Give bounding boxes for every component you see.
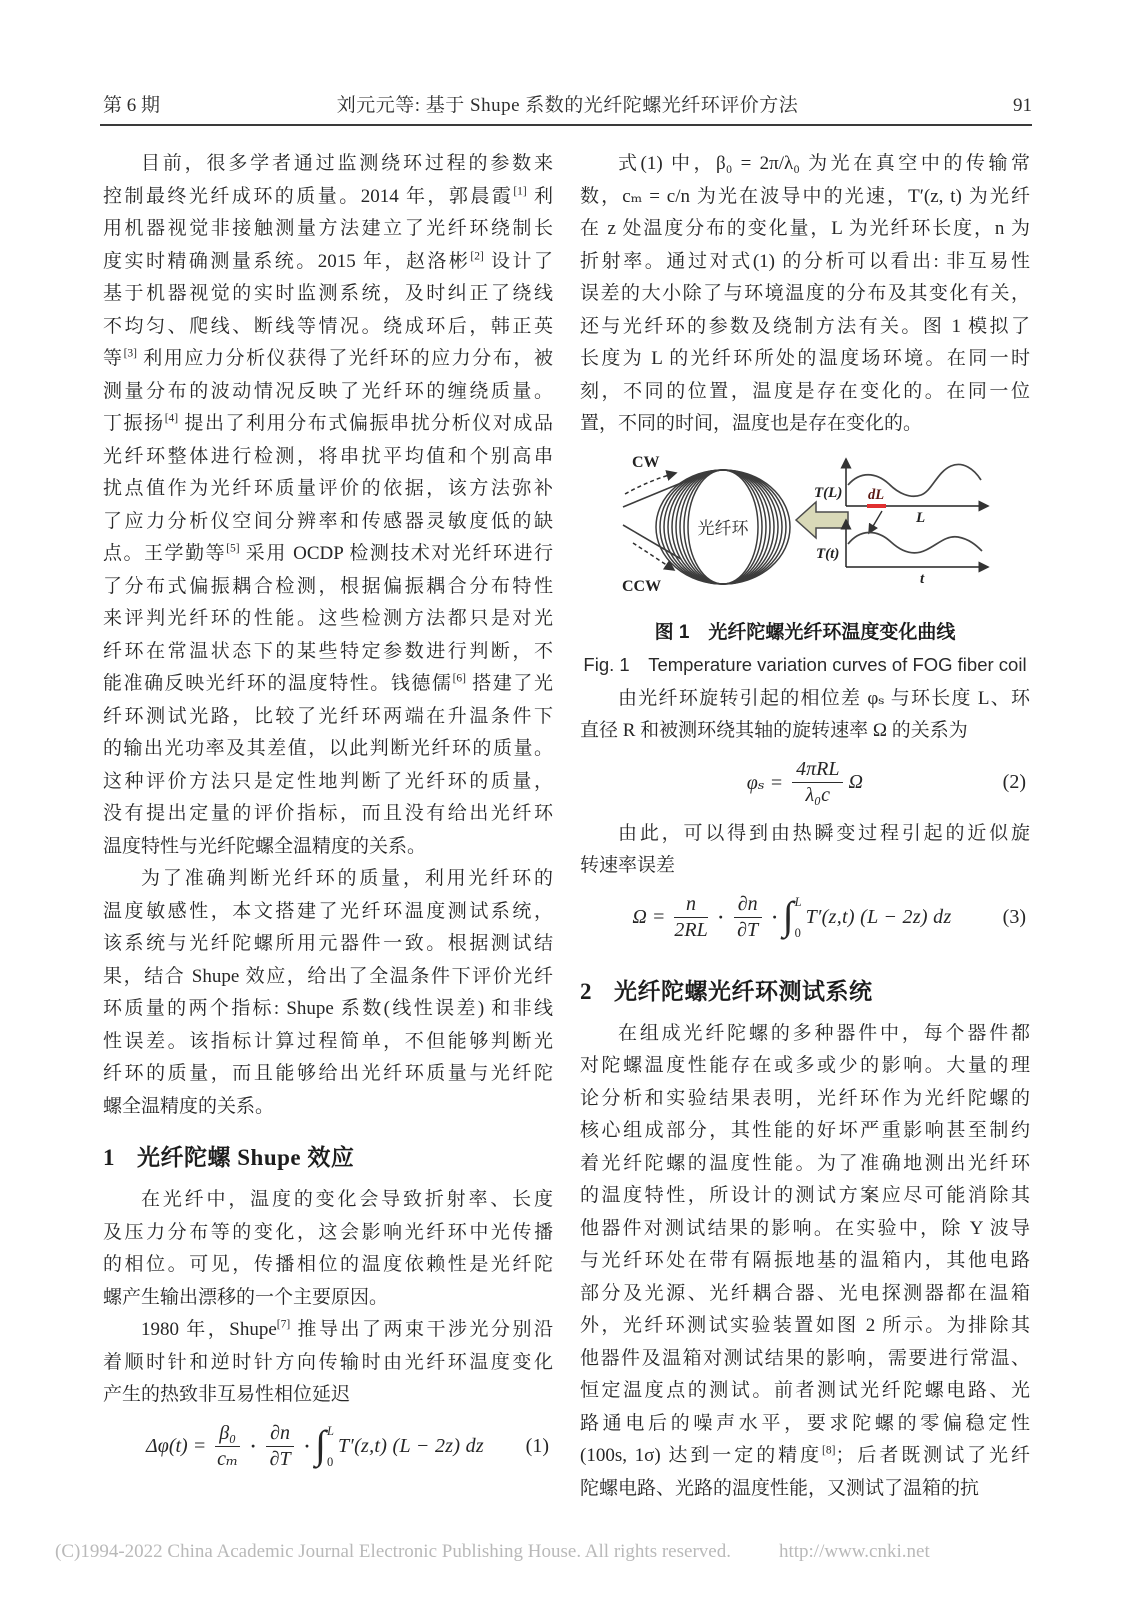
fraction: $\frac{\text{β₀}}{\text{cₘ}}$ [217, 1422, 239, 1470]
text-line: 长度为 L 的光纤环所处的温度场环境。在同一时 [580, 348, 1030, 369]
text-line: 了应力分析仪空间分辨率和传感器灵敏度低的缺 [103, 510, 553, 532]
cw-arrow [625, 473, 676, 494]
text-line: 目前，很多学者通过监测绕环过程的参数来 [141, 153, 553, 174]
ccw-label: CCW [622, 577, 662, 595]
text-line: 陀螺电路、光路的温度性能，又测试了温箱的抗 [580, 1477, 980, 1499]
integral-limits: L 0 [327, 1423, 334, 1469]
paragraph [580, 1018, 1030, 1506]
text-line: 外，光纤环测试实验装置如图 2 所示。为排除其 [580, 1315, 1030, 1336]
section-number: 1 [103, 1145, 115, 1170]
text-line: 能准确反映光纤环的温度特性。钱德儒[6] 搭建了光 [103, 672, 553, 694]
equation-body: T′(z,t) (L − 2z) dz [337, 1435, 484, 1457]
text-line: 没有提出定量的评价指标，而且没有给出光纤环 [103, 803, 553, 824]
coil-label: 光纤环 [697, 518, 749, 538]
text-line: 螺产生输出漂移的一个主要原因。 [103, 1286, 389, 1308]
equation-body: T′(z,t) (L − 2z) dz [805, 906, 952, 928]
text-line: 着光纤陀螺的温度性能。为了准确地测出光纤环 [580, 1152, 1030, 1174]
text-line: 论分析和实验结果表明，光纤环作为光纤陀螺的 [580, 1087, 1030, 1109]
section-number: 2 [580, 978, 592, 1004]
text-line: 纤环在常温状态下的某些特定参数进行判断，不 [103, 640, 553, 662]
text-line: 恒定温度点的测试。前者测试光纤陀螺电路、光 [580, 1380, 1030, 1401]
text-line: 在组成光纤陀螺的多种器件中，每个器件都 [618, 1022, 1030, 1044]
equation-number: (2) [1002, 771, 1026, 793]
running-title: 刘元元等: 基于 Shupe 系数的光纤陀螺光纤环评价方法 [336, 95, 799, 116]
paragraph [580, 148, 1030, 441]
text-line: 环质量的两个指标: Shupe 系数(线性误差) 和非线 [103, 998, 553, 1019]
text-line: 温度特性与光纤陀螺全温精度的关系。 [103, 835, 427, 857]
copyright-text: (C)1994-2022 China Academic Journal Electronic Publishing House. All rights reserved. [55, 1541, 731, 1562]
equation-1 [103, 1414, 553, 1480]
text-line: 度实时精确测量系统。2015 年，赵洛彬[2] 设计了 [103, 250, 553, 272]
page-number: 91 [1013, 95, 1032, 116]
equation-lhs: Ω = [632, 906, 666, 928]
text-line: 他器件及温箱对测试结果的影响，需要进行常温、 [580, 1347, 1030, 1369]
cw-label: CW [632, 453, 660, 471]
text-line: 为了准确判断光纤环的质量，利用光纤环的 [141, 868, 553, 889]
header-rule [100, 124, 1032, 126]
text-line: 螺全温精度的关系。 [103, 1095, 275, 1117]
block-arrow-left [796, 502, 848, 538]
text-line: 丁振扬[4] 提出了利用分布式偏振串扰分析仪对成品 [103, 412, 553, 434]
text-line: 折射率。通过对式(1) 的分析可以看出: 非互易性 [580, 250, 1030, 272]
text-line: 数，cₘ = c/n 为光在波导中的光速，T′(z, t) 为光纤 [580, 185, 1030, 207]
text-line: 这种评价方法只是定性地判断了光纤环的质量， [103, 770, 553, 792]
bottom-plot-x-label: t [920, 570, 925, 587]
top-plot-x-label: L [916, 509, 926, 526]
text-line: 与光纤环处在带有隔振地基的温箱内，其他电路 [580, 1250, 1030, 1271]
text-line: 该系统与光纤陀螺所用元器件一致。根据测试结 [103, 933, 553, 954]
text-line: 由光纤环旋转引起的相位差 φₛ 与环长度 L、环 [618, 687, 1030, 709]
paragraph [103, 148, 553, 863]
equation-number: (1) [525, 1435, 549, 1457]
equation-number: (3) [1002, 906, 1026, 928]
text-line: 控制最终光纤成环的质量。2014 年，郭晨霞[1] 利 [103, 185, 553, 207]
text-line: 性误差。该指标计算过程简单，不但能够判断光 [103, 1030, 553, 1052]
text-line: 等[3] 利用应力分析仪获得了光纤环的应力分布，被 [103, 347, 553, 369]
text-line: 的温度特性，所设计的测试方案应尽可能消除其 [580, 1185, 1030, 1206]
text-line: 由此，可以得到由热瞬变过程引起的近似旋 [618, 822, 1030, 844]
integral-sign: ∫ [782, 892, 794, 938]
equation-lhs: Δφ(t) = [146, 1435, 207, 1457]
paragraph [103, 863, 553, 1123]
text-line: 误差的大小除了与环境温度的分布及其变化有关， [580, 283, 1030, 304]
page-header [103, 90, 1032, 117]
figure-caption-en: Fig. 1 Temperature variation curves of FOG fiber coil [583, 653, 1027, 675]
section-title: 光纤陀螺光纤环测试系统 [614, 978, 873, 1004]
fraction: $\frac{\partial n}{\partial T}$ [734, 893, 762, 942]
top-plot-y-label: T(L) [814, 484, 843, 501]
text-line: 纤环的质量，而且能够给出光纤环质量与光纤陀 [103, 1063, 553, 1084]
text-line: 转速率误差 [580, 855, 676, 876]
dl-pointer-arrow [869, 511, 882, 533]
dl-label: dL [868, 486, 885, 503]
equation-2 [580, 750, 1030, 816]
paragraph [580, 683, 1030, 748]
text-line: 核心组成部分，其性能的好坏严重影响甚至制约 [580, 1120, 1030, 1141]
text-line: 直径 R 和被测环绕其轴的旋转速率 Ω 的关系为 [580, 720, 968, 741]
text-line: 用机器视觉非接触测量方法建立了光纤环绕制长 [103, 218, 553, 239]
figure-1 [580, 445, 1030, 677]
text-line: 了分布式偏振耦合检测，根据偏振耦合分布特性 [103, 575, 553, 597]
journal-issue: 第 6 期 [103, 95, 161, 116]
math-dot: · [250, 1436, 257, 1456]
text-line: 置，不同的时间，温度也是存在变化的。 [580, 413, 923, 434]
text-line: 来评判光纤环的性能。这些检测方法都只是对光 [103, 608, 553, 629]
text-line: 光纤环整体进行检测，将串扰平均值和个别高串 [103, 445, 553, 467]
text-line: 测量分布的波动情况反映了光纤环的缠绕质量。 [103, 380, 553, 402]
text-line: 对陀螺温度性能存在或多或少的影响。大量的理 [580, 1055, 1030, 1076]
equation-3 [580, 885, 1030, 951]
text-line: 路通电后的噪声水平，要求陀螺的零偏稳定性 [580, 1412, 1030, 1434]
text-line: 果，结合 Shupe 效应，给出了全温条件下评价光纤 [103, 965, 553, 987]
fraction: $\frac{\text{4πRL}}{\text{λ₀c}}$ [792, 758, 843, 807]
text-line: 部分及光源、光纤耦合器、光电探测器都在温箱 [580, 1282, 1030, 1304]
text-line: 的相位。可见，传播相位的温度依赖性是光纤陀 [103, 1254, 553, 1275]
text-line: 产生的热致非互易性相位延迟 [103, 1384, 351, 1405]
text-line: 的输出光功率及其差值，以此判断光纤环的质量。 [103, 738, 553, 759]
fiber-coil-figure [580, 445, 1032, 603]
equation-lhs: φₛ = [746, 772, 784, 794]
section-heading-2 [580, 973, 1030, 1006]
text-line: 着顺时针和逆时针方向传输时由光纤环温度变化 [103, 1351, 553, 1373]
math-dot: · [717, 907, 724, 927]
text-line: 1980 年，Shupe[7] 推导出了两束干涉光分别沿 [141, 1318, 553, 1340]
fraction: $\frac{\partial n}{\partial T}$ [266, 1422, 294, 1471]
column-right [580, 148, 1030, 1505]
text-line: 在 z 处温度分布的变化量，L 为光纤环长度，n 为 [580, 218, 1030, 239]
column-left [103, 148, 553, 1482]
footer-url: http://www.cnki.net [778, 1541, 930, 1562]
integral-sign: ∫ [315, 1421, 327, 1467]
section-heading-1 [103, 1139, 553, 1172]
text-line: 扰点值作为光纤环质量评价的依据，该方法弥补 [103, 478, 553, 499]
temperature-curve-t [848, 532, 982, 552]
math-dot: · [304, 1436, 311, 1456]
text-line: 及压力分布等的变化，这会影响光纤环中光传播 [103, 1221, 553, 1243]
text-line: 不均匀、爬线、断线等情况。绕成环后，韩正英 [103, 315, 553, 337]
paragraph [580, 818, 1030, 883]
section-title: 光纤陀螺 Shupe 效应 [137, 1145, 355, 1170]
bottom-plot-y-label: T(t) [816, 545, 840, 562]
page-footer [55, 1541, 1095, 1563]
text-line: 基于机器视觉的实时监测系统，及时纠正了绕线 [103, 283, 553, 304]
paragraph [103, 1184, 553, 1314]
text-line: (100s, 1σ) 达到一定的精度[8]；后者既测试了光纤 [580, 1444, 1030, 1466]
paragraph [103, 1314, 553, 1412]
equation-body: Ω [848, 771, 864, 793]
text-line: 式(1) 中，β₀ = 2π/λ₀ 为光在真空中的传输常 [618, 153, 1030, 174]
math-dot: · [771, 907, 778, 927]
text-line: 在光纤中，温度的变化会导致折射率、长度 [141, 1189, 553, 1210]
text-line: 温度敏感性，本文搭建了光纤环温度测试系统， [103, 900, 553, 922]
text-line: 他器件对测试结果的影响。在实验中，除 Y 波导 [580, 1217, 1030, 1239]
text-line: 点。王学勤等[5] 采用 OCDP 检测技术对光纤环进行 [103, 542, 553, 564]
text-line: 纤环测试光路，比较了光纤环两端在升温条件下 [103, 705, 553, 727]
text-line: 刻，不同的位置，温度是存在变化的。在同一位 [580, 380, 1030, 402]
figure-caption-zh: 图 1 光纤陀螺光纤环温度变化曲线 [654, 621, 956, 643]
text-line: 还与光纤环的参数及绕制方法有关。图 1 模拟了 [580, 315, 1030, 337]
fraction: $\frac{n}{2RL}$ [674, 893, 708, 941]
integral-limits: L 0 [794, 894, 802, 940]
